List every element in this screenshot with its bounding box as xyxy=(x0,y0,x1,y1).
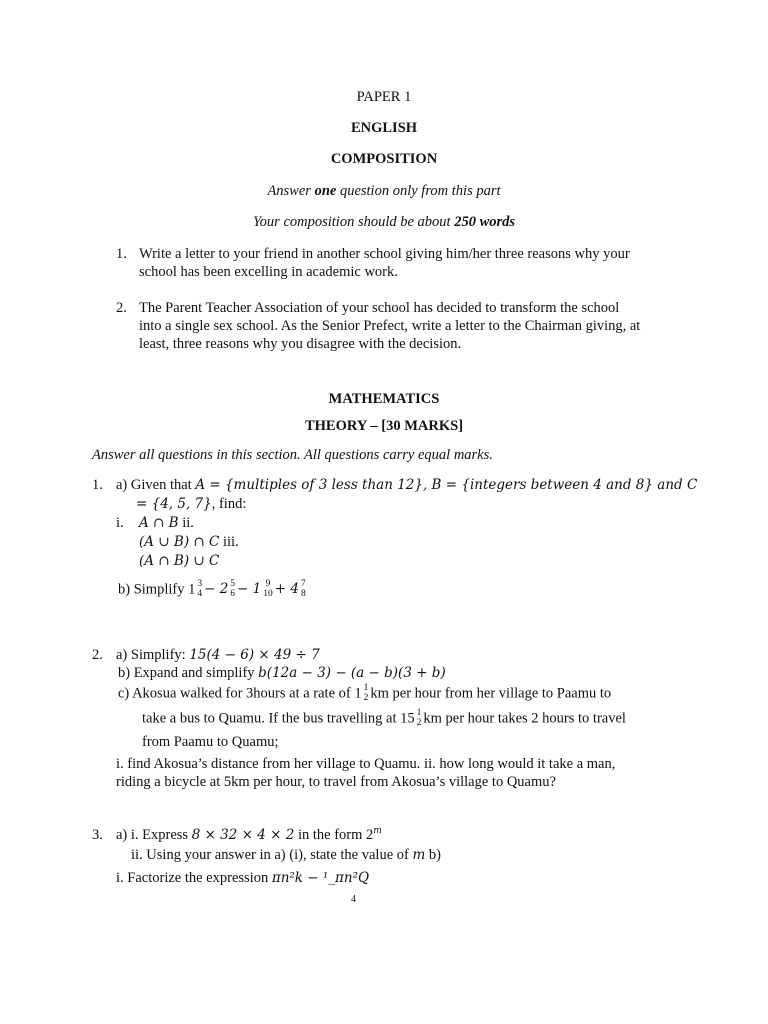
q1a-line2: = {4, 5, 7}, find: xyxy=(136,496,247,512)
q3a-line: a) i. Express 8 × 32 × 4 × 2 in the form 2$^m$ xyxy=(116,826,382,843)
instruction-line: Answer one question only from this part xyxy=(267,183,501,199)
english-q1-number: 1. xyxy=(116,246,127,262)
fraction: 7 8 xyxy=(300,579,306,599)
q1-number: 1. xyxy=(92,477,103,493)
word-count-line: Your composition should be about 250 words xyxy=(252,214,516,230)
q1-i-item: A ∩ B ii. xyxy=(139,515,194,531)
q2b-line: b) Expand and simplify b(12a − 3) − (a − b)(3 + b) xyxy=(118,665,446,681)
english-q1-line2: school has been excelling in academic work. xyxy=(139,264,398,280)
theory-heading: THEORY – [30 MARKS] xyxy=(304,418,464,434)
paper-label: PAPER 1 xyxy=(356,89,412,105)
english-q2-line2: into a single sex school. As the Senior Prefect, write a letter to the Chairman giving, at xyxy=(139,318,641,334)
q3b-i-line: i. Factorize the expression πn²k − ¹_πn²Q xyxy=(116,870,370,886)
q2c-line1: c) Akosua walked for 3hours at a rate of 1 1 2 km per hour from her village to Paamu to xyxy=(118,683,612,703)
q2-number: 2. xyxy=(92,647,103,663)
q1b-simplify: b) Simplify 1 3 4 − 2 5 6 − 1 9 10 + 4 7 8 xyxy=(118,579,306,599)
english-q2-number: 2. xyxy=(116,300,127,316)
fraction: 3 4 xyxy=(197,579,203,599)
subject-heading: ENGLISH xyxy=(350,120,418,136)
q1-i-label: i. xyxy=(116,515,124,531)
fraction: 5 6 xyxy=(230,579,236,599)
q1-ii-item: (A ∪ B) ∩ C iii. xyxy=(139,534,239,550)
page-number: 4 xyxy=(351,894,356,905)
fraction: 1 2 xyxy=(363,683,369,703)
q2c-line3: from Paamu to Quamu; xyxy=(142,734,279,750)
q2-i-line1: i. find Akosua’s distance from her village to Quamu. ii. how long would it take a man, xyxy=(116,756,616,772)
q3-number: 3. xyxy=(92,827,103,843)
fraction: 9 10 xyxy=(263,579,273,599)
english-q2-line3: least, three reasons why you disagree with the decision. xyxy=(139,336,462,352)
q1a-line1: a) Given that A = {multiples of 3 less than 12}, B = {integers between 4 and 8} and C xyxy=(116,477,698,493)
english-q1-line1: Write a letter to your friend in another school giving him/her three reasons why your xyxy=(139,246,630,262)
section-heading: COMPOSITION xyxy=(330,151,438,167)
q3-ii-line: ii. Using your answer in a) (i), state the value of m b) xyxy=(131,847,441,863)
english-q2-line1: The Parent Teacher Association of your school has decided to transform the school xyxy=(139,300,620,316)
q2c-line2: take a bus to Quamu. If the bus travelling at 15 1 2 km per hour takes 2 hours to travel xyxy=(142,708,626,728)
fraction: 1 2 xyxy=(416,708,422,728)
q2-i-line2: riding a bicycle at 5km per hour, to travel from Akosua’s village to Quamu? xyxy=(116,774,556,790)
q1-iii-item: (A ∩ B) ∪ C xyxy=(139,553,220,569)
math-heading: MATHEMATICS xyxy=(328,391,440,407)
q2a-line: a) Simplify: 15(4 − 6) × 49 ÷ 7 xyxy=(116,647,320,663)
math-instruction: Answer all questions in this section. All questions carry equal marks. xyxy=(92,447,493,463)
